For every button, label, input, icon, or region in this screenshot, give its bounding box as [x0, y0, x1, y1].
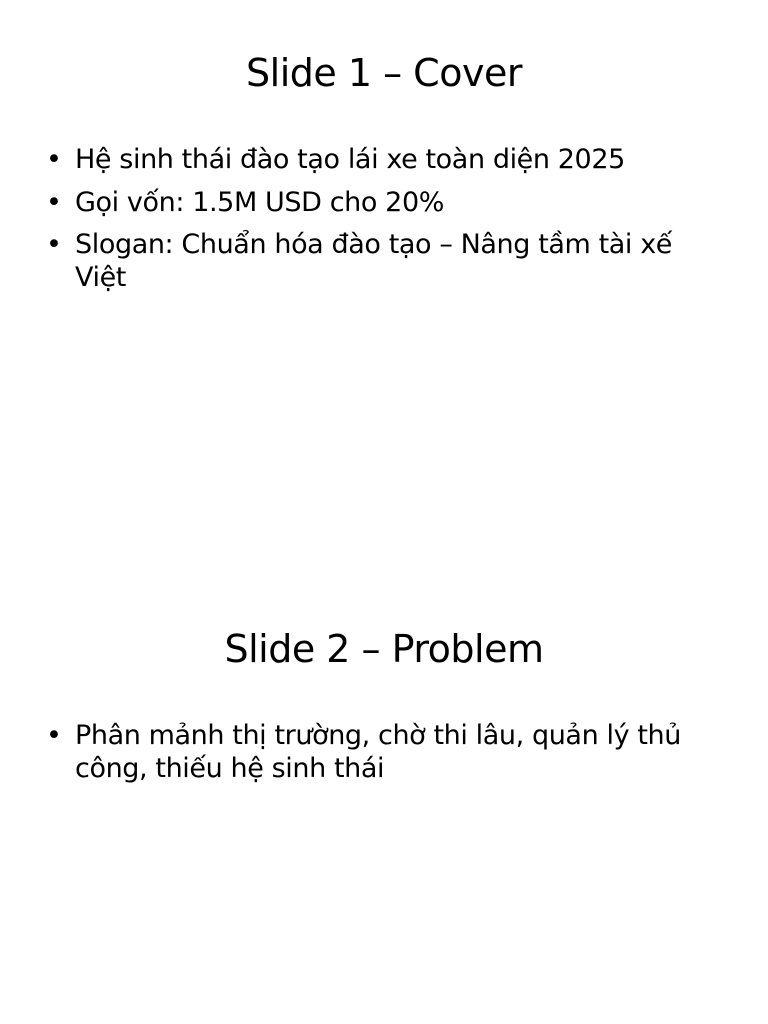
bullet-list: [46, 144, 726, 305]
bullet-dot-icon: •: [46, 720, 62, 751]
slide-problem: [0, 576, 768, 1024]
bullet-list: [46, 720, 726, 795]
bullet-item: [46, 229, 726, 294]
bullet-dot-icon: •: [46, 229, 62, 261]
bullet-item: [46, 144, 726, 177]
slide-title: Slide 1 – Cover: [246, 51, 522, 95]
bullet-item: [46, 187, 726, 220]
bullet-text: Slogan: Chuẩn hóa đào tạo – Nâng tầm tài xế Việt: [75, 229, 673, 293]
bullet-text: Hệ sinh thái đào tạo lái xe toàn diện 2025: [75, 144, 625, 175]
bullet-text: Phân mảnh thị trường, chờ thi lâu, quản lý thủ công, thiếu hệ sinh thái: [75, 720, 681, 784]
bullet-dot-icon: •: [46, 186, 62, 218]
slide-title: Slide 2 – Problem: [224, 627, 544, 671]
bullet-item: [46, 720, 726, 785]
bullet-text: Gọi vốn: 1.5M USD cho 20%: [75, 186, 444, 218]
bullet-dot-icon: •: [46, 144, 62, 175]
